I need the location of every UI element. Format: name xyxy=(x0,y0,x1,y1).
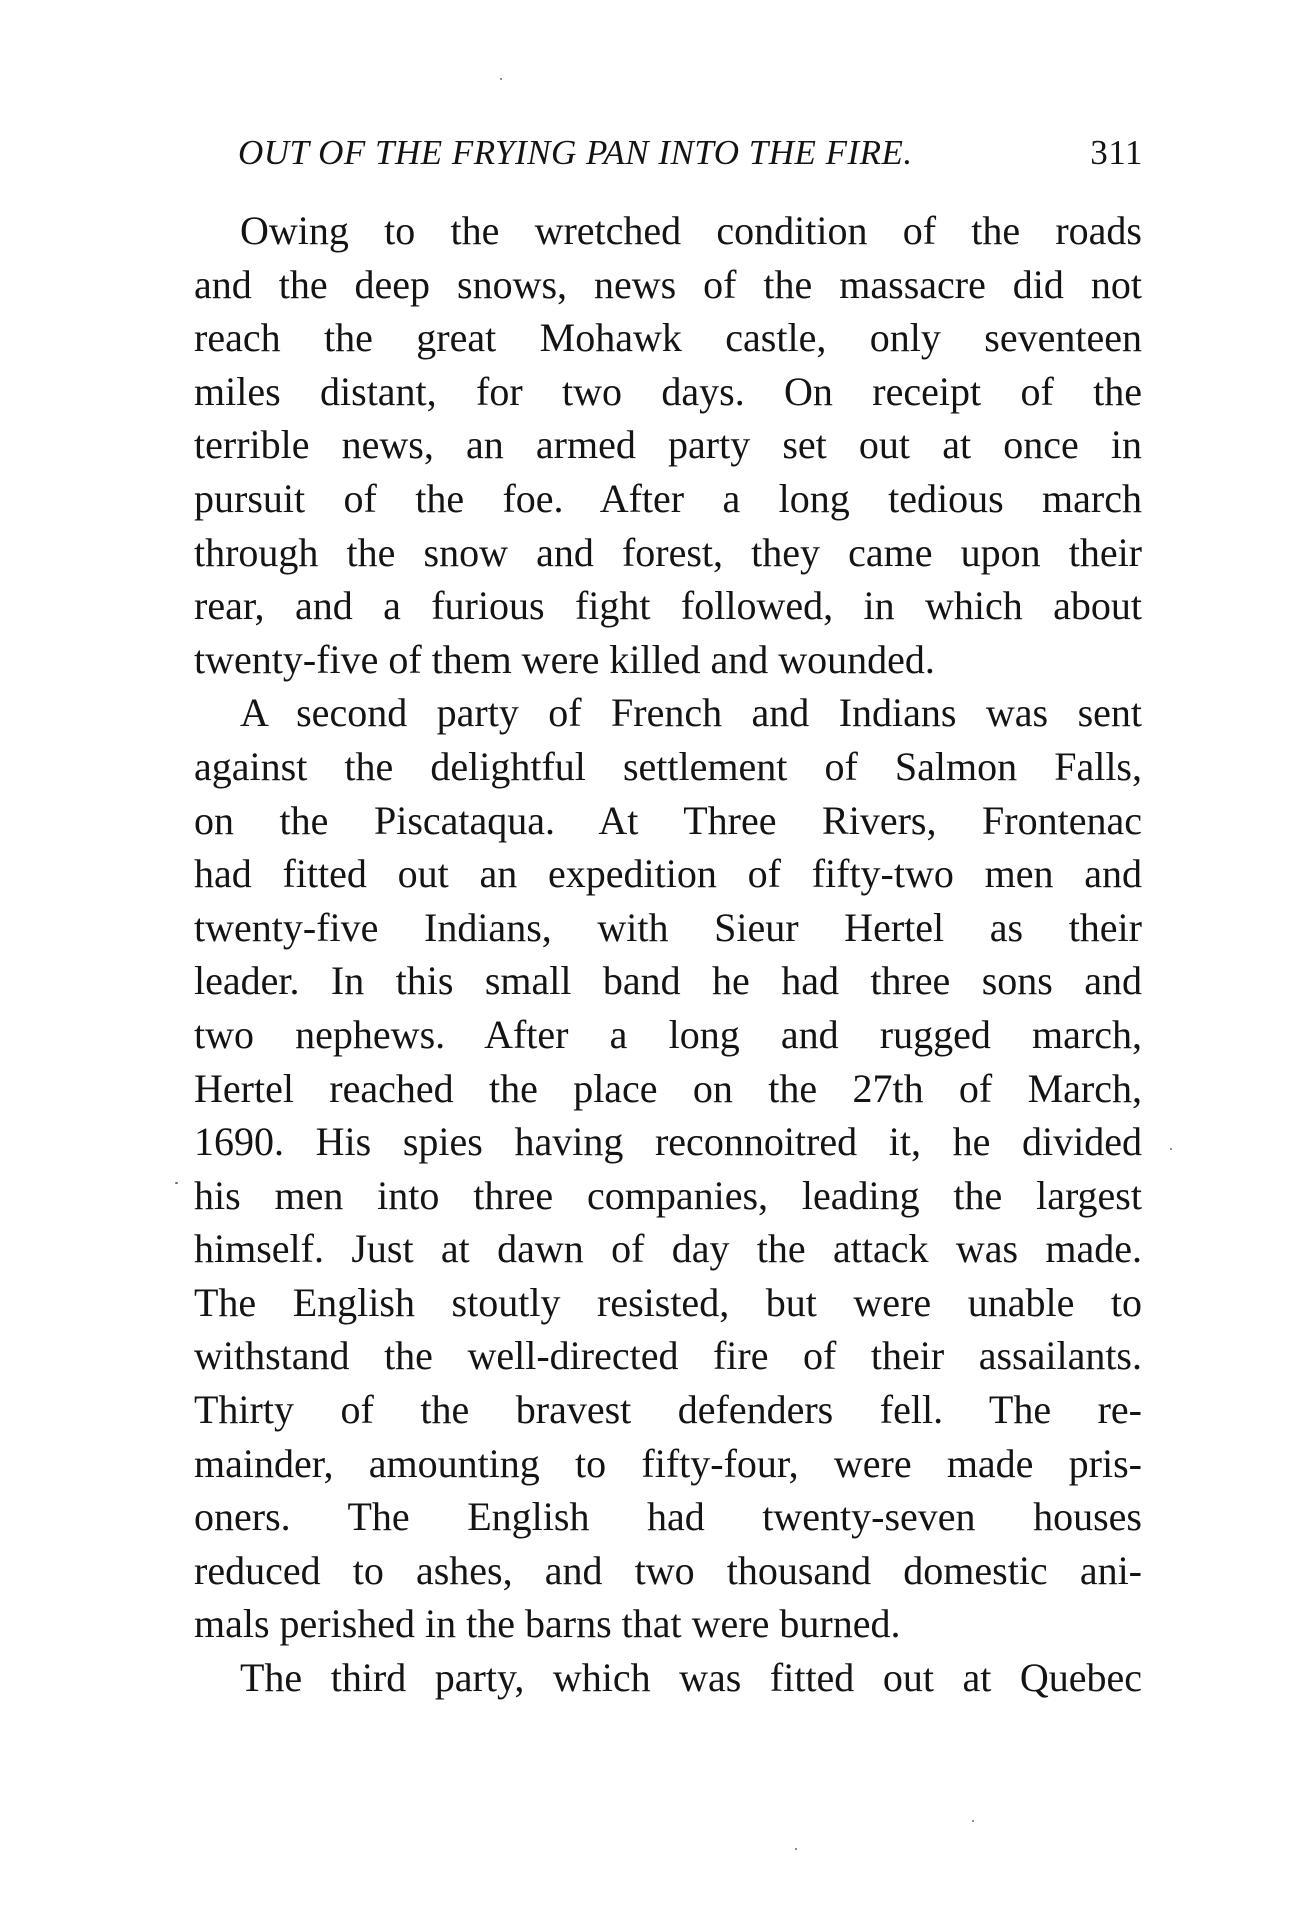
text-line: and the deep snows, news of the massacre did not xyxy=(194,261,1142,307)
running-head xyxy=(238,128,1143,178)
text-line: twenty-five of them were killed and wounded. xyxy=(194,636,935,682)
text-line: miles distant, for two days. On receipt of the xyxy=(194,368,1142,414)
text-line: The English stoutly resisted, but were unable to xyxy=(194,1279,1142,1325)
text-line: 1690. His spies having reconnoitred it, he divided xyxy=(194,1119,1142,1165)
running-head-title: OUT OF THE FRYING PAN INTO THE FIRE. xyxy=(238,133,913,172)
text-line: pursuit of the foe. After a long tedious march xyxy=(194,475,1142,521)
text-line: mals perished in the barns that were burned. xyxy=(194,1601,901,1647)
text-line: had fitted out an expedition of fifty-two men and xyxy=(194,851,1142,897)
scan-speck xyxy=(972,1820,974,1822)
text-line: Owing to the wretched condition of the roads xyxy=(240,208,1142,253)
text-line: two nephews. After a long and rugged march, xyxy=(194,1011,1142,1057)
text-line: himself. Just at dawn of day the attack was made. xyxy=(194,1226,1142,1272)
text-line: twenty-five Indians, with Sieur Hertel as their xyxy=(194,904,1142,950)
text-line: oners. The English had twenty-seven houses xyxy=(194,1494,1142,1540)
scan-speck xyxy=(1170,1148,1172,1150)
text-line: through the snow and forest, they came upon their xyxy=(194,529,1142,575)
scan-speck xyxy=(795,1848,797,1850)
text-line: rear, and a furious fight followed, in which about xyxy=(194,583,1142,629)
text-line: leader. In this small band he had three sons and xyxy=(194,958,1142,1004)
text-line: The third party, which was fitted out at Quebec xyxy=(240,1655,1142,1701)
text-line: withstand the well-directed fire of their assailants. xyxy=(194,1333,1142,1379)
text-line: against the delightful settlement of Salmon Falls, xyxy=(194,743,1142,789)
page-number: 311 xyxy=(1090,133,1143,172)
text-line: reduced to ashes, and two thousand domestic ani- xyxy=(194,1547,1142,1593)
text-line: his men into three companies, leading the largest xyxy=(194,1172,1142,1218)
scan-speck xyxy=(500,78,502,80)
text-line: terrible news, an armed party set out at once in xyxy=(194,422,1142,468)
body-text xyxy=(194,204,1142,1705)
text-line: Hertel reached the place on the 27th of March, xyxy=(194,1065,1142,1111)
text-line: reach the great Mohawk castle, only seventeen xyxy=(194,315,1142,361)
text-line: on the Piscataqua. At Three Rivers, Frontenac xyxy=(194,797,1142,843)
text-line: mainder, amounting to fifty-four, were made pris- xyxy=(194,1440,1142,1486)
text-line: Thirty of the bravest defenders fell. The re- xyxy=(194,1387,1142,1433)
text-line: A second party of French and Indians was sent xyxy=(240,690,1142,736)
scan-speck xyxy=(175,1182,178,1184)
